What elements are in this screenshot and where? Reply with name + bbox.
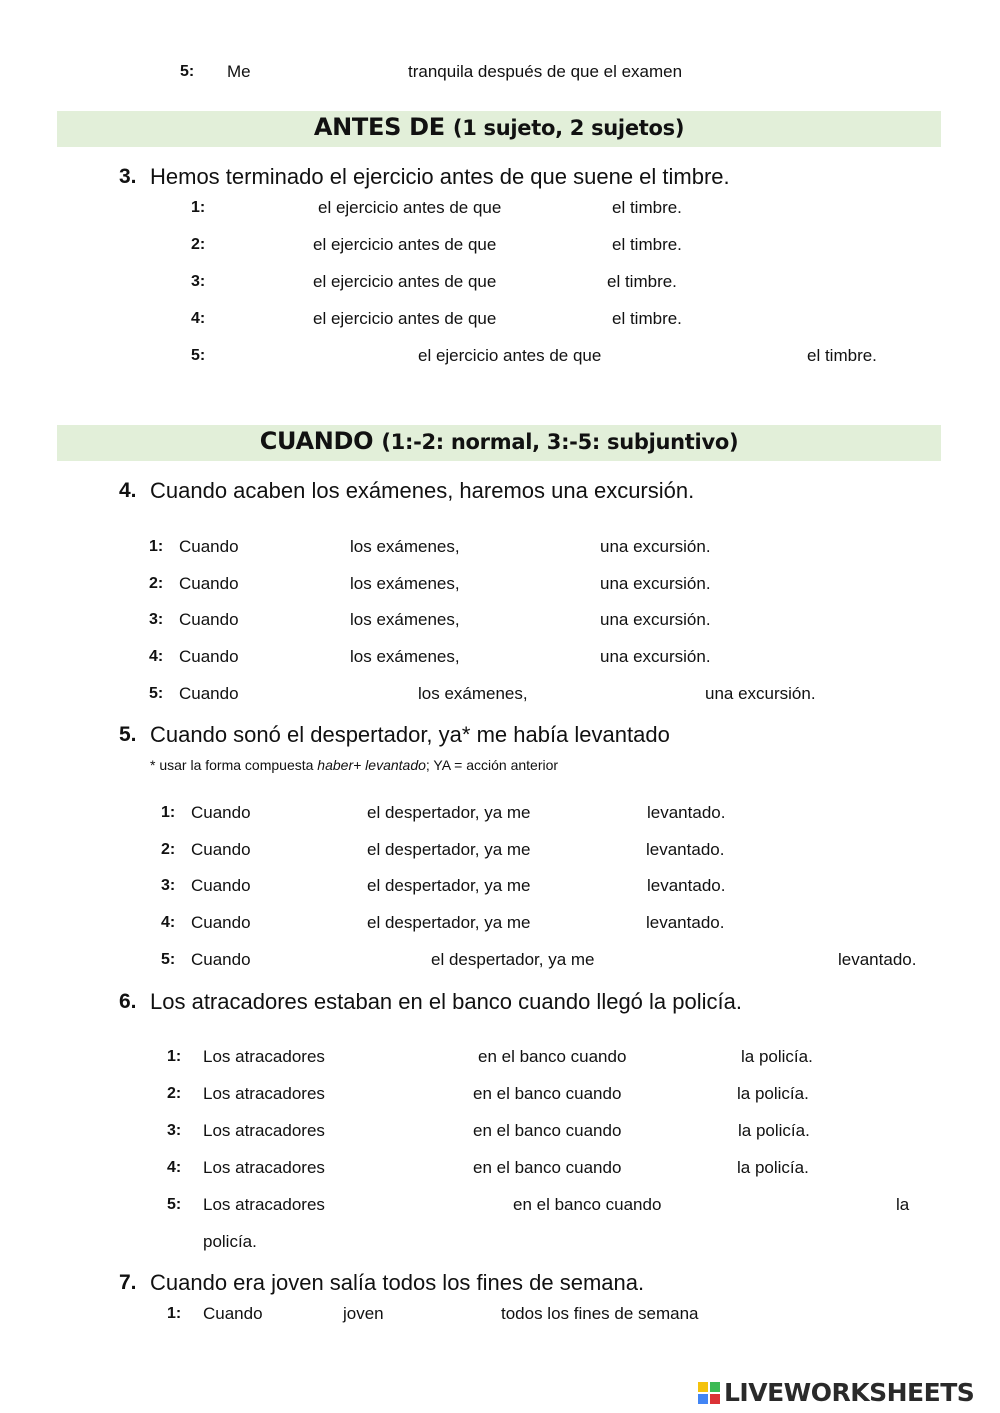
sentence-fragment: el despertador, ya me [431,950,595,969]
sentence-fragment: Los atracadores [203,1084,325,1103]
item-number: 5: [167,1196,182,1213]
sentence-fragment: el despertador, ya me [367,876,531,895]
item-number: 5: [180,63,195,80]
question-text: Hemos terminado el ejercicio antes de que suene el timbre. [150,164,730,189]
sentence-fragment: el timbre. [607,272,677,291]
sentence-fragment: Los atracadores [203,1195,325,1214]
sentence-fragment: en el banco cuando [473,1084,622,1103]
sentence-fragment: la policía. [737,1158,809,1177]
sentence-fragment: el despertador, ya me [367,913,531,932]
sentence-fragment: los exámenes, [350,574,460,593]
sentence-fragment: Cuando [179,647,239,666]
sentence-fragment: una excursión. [600,574,711,593]
sentence-fragment: el ejercicio antes de que [313,309,497,328]
section-header-cuando [57,425,941,461]
sentence-fragment: los exámenes, [350,647,460,666]
sentence-fragment: una excursión. [705,684,816,703]
sentence-fragment: Cuando [179,574,239,593]
question-number: 6. [119,990,137,1013]
sentence-fragment: el timbre. [807,346,877,365]
item-number: 4: [191,310,206,327]
item-number: 2: [149,575,164,592]
sentence-fragment: el timbre. [612,235,682,254]
section-subtitle: (1:-2: normal, 3:-5: subjuntivo) [381,430,739,454]
sentence-fragment: policía. [203,1232,257,1251]
item-number: 3: [167,1122,182,1139]
section-title: CUANDO [259,427,374,455]
question-text: Cuando acaben los exámenes, haremos una excursión. [150,478,695,503]
sentence-fragment: Cuando [191,913,251,932]
question-number: 7. [119,1271,137,1294]
sentence-fragment: el ejercicio antes de que [313,272,497,291]
item-number: 4: [167,1159,182,1176]
sentence-fragment: el timbre. [612,309,682,328]
question-number: 4. [119,479,137,502]
item-number: 3: [191,273,206,290]
sentence-fragment: Cuando [179,537,239,556]
sentence-fragment: la policía. [741,1047,813,1066]
item-number: 1: [167,1048,182,1065]
section-title: ANTES DE [313,113,445,141]
sentence-fragment: Cuando [191,876,251,895]
sentence-fragment: los exámenes, [350,610,460,629]
sentence-fragment: una excursión. [600,537,711,556]
item-number: 4: [161,914,176,931]
question-number: 5. [119,723,137,746]
liveworksheets-logo[interactable] [698,1378,993,1408]
sentence-fragment: levantado. [647,803,726,822]
sentence-fragment: el despertador, ya me [367,840,531,859]
liveworksheets-logo-icon [698,1382,720,1404]
item-number: 1: [161,804,176,821]
sentence-fragment: Cuando [179,684,239,703]
item-number: 1: [149,538,164,555]
sentence-fragment: en el banco cuando [473,1121,622,1140]
item-number: 3: [149,611,164,628]
question-text: Cuando sonó el despertador, ya* me había levantado [150,722,670,747]
sentence-fragment: la [896,1195,910,1214]
sentence-fragment: Los atracadores [203,1121,325,1140]
sentence-fragment: todos los fines de semana [501,1304,699,1323]
item-number: 2: [161,841,176,858]
item-number: 5: [149,685,164,702]
sentence-fragment: en el banco cuando [513,1195,662,1214]
sentence-fragment: levantado. [838,950,917,969]
item-number: 4: [149,648,164,665]
item-number: 2: [167,1085,182,1102]
sentence-fragment: los exámenes, [418,684,528,703]
question-note: * usar la forma compuesta haber+ levantado; YA = acción anterior [150,757,559,773]
sentence-fragment: los exámenes, [350,537,460,556]
sentence-fragment: Me [227,62,251,81]
sentence-fragment: Los atracadores [203,1158,325,1177]
question-text: Los atracadores estaban en el banco cuando llegó la policía. [150,989,742,1014]
sentence-fragment: Los atracadores [203,1047,325,1066]
section-header-antes-de [57,111,941,147]
sentence-fragment: levantado. [646,840,725,859]
item-number: 1: [191,199,206,216]
sentence-fragment: Cuando [203,1304,263,1323]
sentence-fragment: tranquila después de que el examen [408,62,683,81]
question-text: Cuando era joven salía todos los fines de semana. [150,1270,645,1295]
logo-wordmark: LIVEWORKSHEETS [724,1378,975,1407]
sentence-fragment: en el banco cuando [473,1158,622,1177]
question-number: 3. [119,165,137,188]
sentence-fragment: la policía. [737,1084,809,1103]
sentence-fragment: el despertador, ya me [367,803,531,822]
sentence-fragment: Cuando [191,803,251,822]
sentence-fragment: la policía. [738,1121,810,1140]
sentence-fragment: levantado. [646,913,725,932]
sentence-fragment: joven [343,1304,384,1323]
item-number: 5: [161,951,176,968]
sentence-fragment: el ejercicio antes de que [313,235,497,254]
sentence-fragment: el timbre. [612,198,682,217]
item-number: 2: [191,236,206,253]
section-subtitle: (1 sujeto, 2 sujetos) [452,116,685,140]
item-number: 1: [167,1305,182,1322]
sentence-fragment: Cuando [191,950,251,969]
sentence-fragment: Cuando [179,610,239,629]
sentence-fragment: una excursión. [600,647,711,666]
sentence-fragment: levantado. [647,876,726,895]
sentence-fragment: en el banco cuando [478,1047,627,1066]
sentence-fragment: una excursión. [600,610,711,629]
sentence-fragment: Cuando [191,840,251,859]
item-number: 5: [191,347,206,364]
sentence-fragment: el ejercicio antes de que [418,346,602,365]
sentence-fragment: el ejercicio antes de que [318,198,502,217]
item-number: 3: [161,877,176,894]
